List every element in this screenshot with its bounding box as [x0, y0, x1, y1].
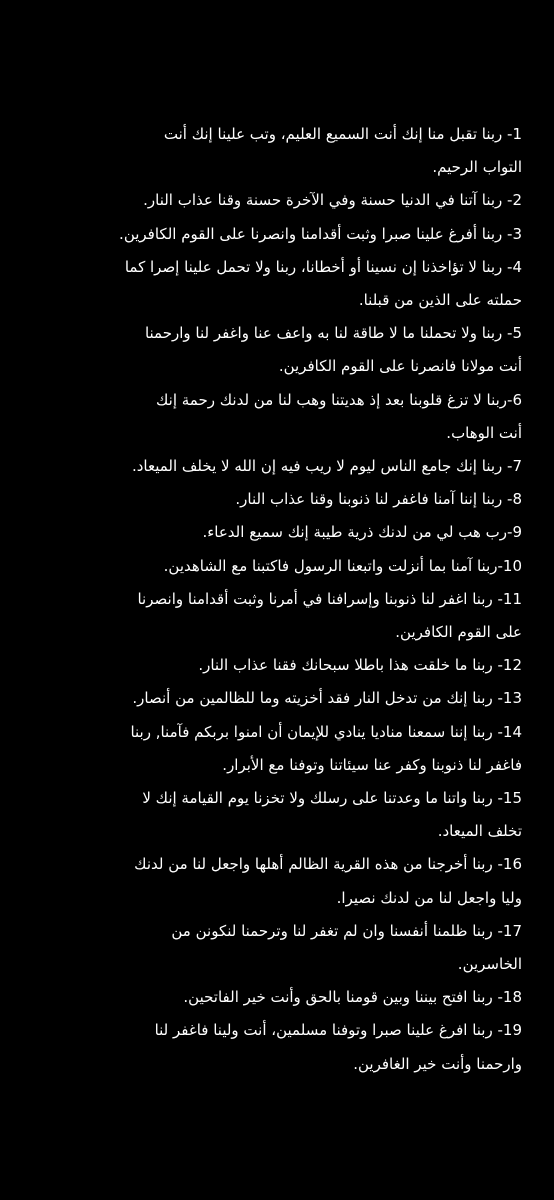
text-line: وليا واجعل لنا من لدنك نصيرا. [336, 888, 522, 907]
text-line: 11- ربنا اغفر لنا ذنوبنا وإسرافنا في أمرنا وثبت أقدامنا وانصرنا [137, 589, 522, 608]
text-line: 19- ربنا افرغ علينا صبرا وتوفنا مسلمين، أنت ولينا فاغفر لنا [154, 1021, 522, 1040]
text-line: 9-رب هب لي من لدنك ذرية طيبة إنك سميع الدعاء. [202, 523, 522, 542]
text-line: التواب الرحيم. [432, 158, 522, 177]
text-line: الخاسرين. [457, 955, 522, 974]
text-line: أنت مولانا فانصرنا على القوم الكافرين. [278, 357, 522, 376]
text-line: تخلف الميعاد. [437, 822, 522, 841]
duas-text-block [36, 118, 522, 1081]
text-line: 16- ربنا أخرجنا من هذه القرية الظالم أهلها واجعل لنا من لدنك [134, 855, 522, 874]
text-line: حملته على الذين من قبلنا. [358, 291, 522, 310]
text-line: 2- ربنا آتنا في الدنيا حسنة وفي الآخرة حسنة وقنا عذاب النار. [143, 191, 522, 210]
text-line: 12- ربنا ما خلقت هذا باطلا سبحانك فقنا عذاب النار. [198, 656, 522, 675]
text-line: 14- ربنا إننا سمعنا مناديا ينادي للإيمان أن امنوا بربكم فآمنا, ربنا [130, 722, 522, 741]
text-line: 18- ربنا افتح بيننا وبين قومنا بالحق وأنت خير الفاتحين. [183, 988, 522, 1007]
text-line: 10-ربنا آمنا بما أنزلت واتبعنا الرسول فاكتبنا مع الشاهدين. [163, 556, 522, 575]
text-line: 4- ربنا لا تؤاخذنا إن نسينا أو أخطانا، ربنا ولا تحمل علينا إصرا كما [124, 257, 522, 276]
text-line: 3- ربنا أفرغ علينا صبرا وثبت أقدامنا وانصرنا على القوم الكافرين. [119, 224, 522, 243]
text-line: 6-ربنا لا تزغ قلوبنا بعد إذ هديتنا وهب لنا من لدنك رحمة إنك [156, 390, 522, 409]
text-line: 1- ربنا تقبل منا إنك أنت السميع العليم، وتب علينا إنك أنت [163, 125, 522, 143]
text-line: فاغفر لنا ذنوبنا وكفر عنا سيئاتنا وتوفنا مع الأبرار. [222, 755, 522, 774]
text-line: 13- ربنا إنك من تدخل النار فقد أخزيته وما للظالمين من أنصار. [132, 689, 522, 708]
text-line: 15- ربنا واتنا ما وعدتنا على رسلك ولا تخزنا يوم القيامة إنك لا [142, 789, 522, 808]
text-line: 5- ربنا ولا تحملنا ما لا طاقة لنا به واعف عنا واغفر لنا وارحمنا [144, 324, 522, 343]
text-line: وارحمنا وأنت خير الغافرين. [353, 1054, 522, 1073]
text-line: 8- ربنا إننا آمنا فاغفر لنا ذنوبنا وقنا عذاب النار. [235, 490, 522, 509]
text-line: 7- ربنا إنك جامع الناس ليوم لا ريب فيه إن الله لا يخلف الميعاد. [131, 457, 522, 476]
text-line: على القوم الكافرين. [395, 623, 522, 642]
text-line: 17- ربنا ظلمنا أنفسنا وان لم تغفر لنا وترحمنا لنكونن من [171, 921, 522, 940]
text-line: أنت الوهاب. [446, 423, 522, 442]
